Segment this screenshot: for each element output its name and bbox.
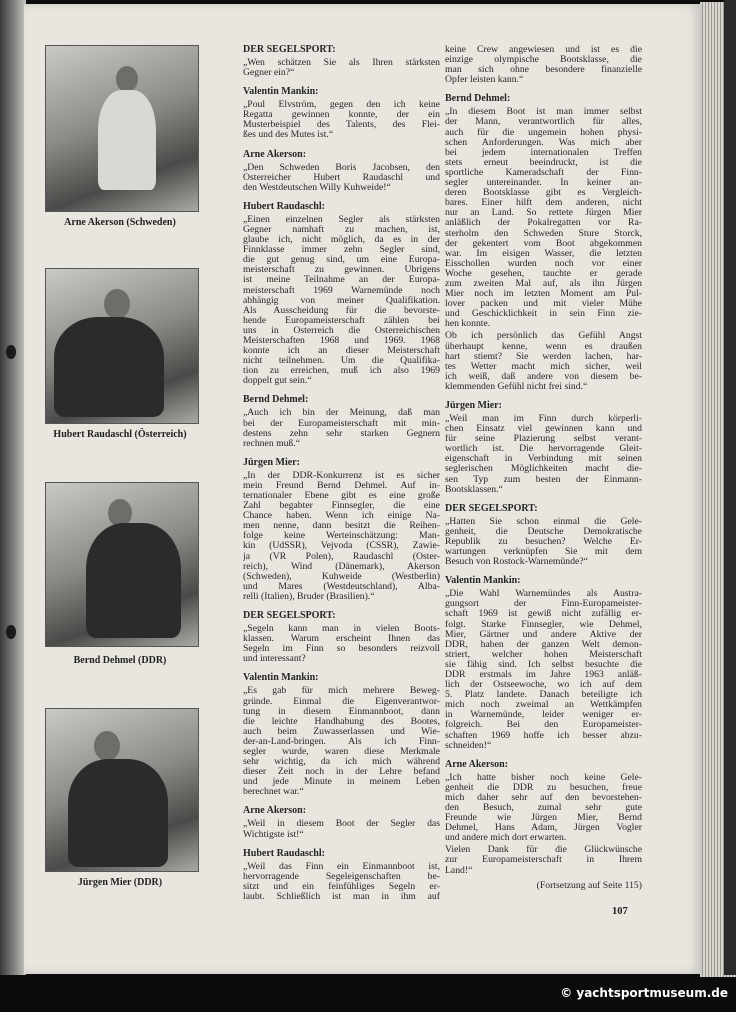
text-line: Ob ich persönlich das Gefühl Angst (445, 331, 642, 342)
text-line: (Fortsetzung auf Seite 115) (536, 880, 642, 891)
paragraph (243, 215, 440, 387)
text-line: genheit die DDR zu besuchen, freue (445, 782, 642, 793)
text-line: die leichte Handhabung des Bootes, (243, 716, 440, 727)
text-line: überhaupt kenne, wenn es draußen (445, 341, 642, 352)
text-line: laubt. Schließlich ist man in ihm auf (243, 891, 440, 902)
text-line: schneiden!“ (445, 740, 492, 751)
photo-bernd-dehmel (45, 482, 199, 647)
speaker-heading (445, 503, 642, 515)
text-line: folge keine Werteinschätzung: Man- (243, 531, 440, 542)
speaker-heading (243, 610, 440, 622)
text-line: DER SEGELSPORT: (243, 44, 336, 55)
text-line: dieser Zeit noch in der Lehre befand (243, 767, 440, 778)
text-line: Bootsklassen.“ (445, 484, 503, 495)
text-line: DER SEGELSPORT: (243, 610, 336, 622)
text-line: Republik zu besuchen? Welche Er- (445, 536, 642, 547)
paragraph (243, 686, 440, 797)
text-line: gungsort der Finn-Europameister- (445, 599, 642, 610)
binding-hole (6, 625, 16, 639)
text-line: Land!“ (445, 865, 473, 876)
text-line: Valentin Mankin: (243, 86, 319, 98)
text-line: wartungen verknüpfen Sie mit dem (445, 547, 642, 558)
text-line: segler wurde, waren diese Merkmale (243, 746, 440, 757)
text-line: deren Bootsklasse gibt es Vergleich- (445, 188, 642, 199)
text-line: schaften 1969 hoffe ich besser abzu- (445, 730, 642, 741)
text-line: „Einen einzelnen Segler als stärksten (243, 214, 440, 225)
text-line: Zahl begabter Finnsegler, die eine (243, 501, 440, 512)
text-line: Arne Akerson: (445, 758, 509, 770)
paragraph (243, 100, 440, 140)
book-cover-edge (724, 0, 736, 975)
text-line: ternationaler Ebene gibt es eine große (243, 491, 440, 501)
text-line: für seine Plazierung selbst verant- (445, 434, 642, 445)
speaker-heading (243, 672, 440, 684)
text-line: DDR erstmals im Jahre 1963 anläß- (445, 669, 642, 680)
text-line: striert, welcher hohen Meisterschaft (445, 649, 642, 660)
text-line: seglerischen Möglichkeiten macht die- (445, 464, 642, 475)
speaker-heading (445, 759, 642, 771)
text-line: lich der Ostseewoche, wo ich auf dem (445, 680, 642, 691)
text-line: meisterschaft zu gewinnen. Übrigens (243, 265, 440, 276)
text-line: in Warnemünde, leider weniger er- (445, 710, 642, 721)
watermark: © yachtsportmuseum.de (560, 986, 728, 1000)
speaker-heading (445, 400, 642, 412)
text-line: tes Wetter macht mich sicher, weil (445, 361, 642, 372)
text-line: (Schweden), Kuhweide (Westberlin) (243, 571, 440, 582)
text-line: und andere mich dort erwarten. (445, 833, 567, 844)
text-line: men nenne, dann besitzt die Reihen- (243, 521, 440, 532)
text-line: doppelt gut sein.“ (243, 376, 312, 387)
paragraph (243, 471, 440, 602)
text-line: folgreich. Bei den Europameister- (445, 720, 642, 731)
text-column-right (445, 44, 642, 891)
text-line: reich), Wind (Dänemark), Akerson (243, 561, 440, 572)
speaker-heading (243, 201, 440, 213)
text-line: kin (UdSSR), Vejvoda (ČSSR), Zawie- (243, 541, 440, 552)
text-line: Mier noch im letzten Moment am Pul- (445, 289, 642, 300)
text-line: Finnklasse immer zehn Segler sind, (243, 245, 440, 256)
text-line: Österreicher Hubert Raudaschl und (243, 172, 440, 183)
text-line: ich weiß, daß andere von diesem be- (445, 371, 642, 382)
text-line: Arne Akerson: (243, 148, 307, 160)
text-line: uns in Österreich die Österreichischen (243, 325, 440, 336)
speaker-heading (243, 805, 440, 817)
text-line: „Weil man im Finn durch körperli- (445, 414, 642, 424)
text-line: Opfer leisten kann.“ (445, 75, 524, 86)
text-line: zur Europameisterschaft in Ihrem (445, 855, 642, 866)
text-line: Woche gesehen, tauchte er gerade (445, 268, 642, 279)
photo-caption: Jürgen Mier (DDR) (77, 877, 163, 888)
paragraph (243, 819, 440, 839)
text-line: und jede Minute in meinem Leben (243, 777, 440, 788)
text-line: mein Freund Bernd Dehmel. Auf in- (243, 480, 440, 491)
text-line: ßes und des Mutes ist.“ (243, 130, 334, 141)
text-line: bei jedem internationalen Treffen (445, 147, 642, 158)
photo-caption: Bernd Dehmel (DDR) (73, 655, 167, 666)
text-line: „Weil das Finn ein Einmannboot ist, (243, 861, 440, 872)
text-line: der gekentert vom Boot abgekommen (445, 238, 642, 249)
paragraph (445, 331, 642, 392)
photo-juergen-mier (45, 708, 199, 872)
text-line: den Besuch, zumal sehr gute (445, 803, 642, 813)
text-line: hen konnte. (445, 319, 491, 330)
text-line: schaft 1969 ist gewiß nicht zufällig er- (445, 609, 642, 620)
text-line: Jürgen Mier: (445, 400, 502, 411)
photo-hubert-raudaschl (45, 268, 199, 424)
text-line: hervorragende Segeleigenschaften be- (243, 871, 440, 882)
speaker-heading (243, 44, 440, 56)
paragraph (445, 107, 642, 329)
text-line: Bernd Dehmel: (445, 93, 511, 105)
text-line: „Hatten Sie schon einmal die Gele- (445, 516, 642, 527)
text-line: den Westdeutschen Willy Kuhweide!“ (243, 182, 391, 193)
page-number: 107 (612, 906, 628, 917)
photo-caption: Arne Akerson (Schweden) (64, 217, 176, 228)
text-line: nur an Land. So rettete Jürgen Mier (445, 208, 642, 219)
photo-arne-akerson (45, 45, 199, 212)
text-line: „Die Wahl Warnemündes als Austra- (445, 589, 642, 600)
paragraph (445, 517, 642, 567)
text-line: berechnet war.“ (243, 787, 304, 798)
text-line: Hubert Raudaschl: (243, 847, 325, 859)
text-line: relli (Italien), Bruder (Brasilien).“ (243, 591, 375, 602)
text-line: DER SEGELSPORT: (445, 502, 538, 514)
text-line: glaube ich, nicht möglich, da es in der (243, 235, 440, 246)
text-line: nicht teilnehmen. Um die Qualifika- (243, 356, 440, 367)
text-line: einzige olympische Bootsklasse, die (445, 55, 642, 66)
text-line: konnte ich an dieser Meisterschaft (243, 346, 440, 357)
speaker-heading (243, 149, 440, 161)
text-line: sitzt und ein feinfühliges Segeln er- (243, 881, 440, 892)
text-line: war. Im eisigen Wasser, die letzten (445, 248, 642, 259)
text-line: Mier, Gärtner und andere Aktive der (445, 629, 642, 640)
text-line: und Mares (Westdeutschland), Alba- (243, 581, 440, 592)
text-line: „Segeln kann man in vielen Boots- (243, 624, 440, 635)
text-line: Hubert Raudaschl: (243, 200, 325, 212)
photo-caption: Hubert Raudaschl (Österreich) (53, 429, 187, 440)
text-line: „In der DDR-Konkurrenz ist es sicher (243, 470, 440, 481)
text-line: sehr wichtig, da ich mich während (243, 757, 440, 768)
text-line: bei der Europameisterschaft mit min- (243, 418, 440, 429)
text-line: „Poul Elvström, gegen den ich keine (243, 100, 440, 111)
text-line: folgt. Starke Finnsegler, wie Dehmel, (445, 619, 642, 630)
text-line: Valentin Mankin: (445, 575, 521, 587)
text-line: „Weil in diesem Boot der Segler das (243, 819, 440, 830)
text-line: Dehmel, Hans Adam, Jürgen Vogler (445, 823, 642, 834)
text-line: bares. Einer hilft dem anderen, nicht (445, 198, 642, 209)
text-line: gründe. Einmal die Eigenverantwor- (243, 696, 440, 707)
text-line: sportliche Kameradschaft der Finn- (445, 167, 642, 178)
text-line: „In diesem Boot ist man immer selbst (445, 107, 642, 118)
speaker-heading (445, 575, 642, 587)
text-line: und interessant? (243, 654, 306, 665)
text-line: der Mann, verantwortlich für alles, (445, 117, 642, 128)
book-binding (0, 0, 26, 975)
binding-hole (6, 345, 16, 359)
text-line: sen Typ zum besten der Einmann- (445, 474, 642, 485)
text-line: man sich ohne besondere finanzielle (445, 65, 642, 76)
text-line: Bernd Dehmel: (243, 394, 309, 406)
paragraph (445, 589, 642, 751)
text-line: „Es gab für mich mehrere Beweg- (243, 686, 440, 697)
speaker-heading (243, 457, 440, 469)
text-line: DDR, haben der ganzen Welt demon- (445, 639, 642, 650)
text-column-left (243, 44, 440, 902)
text-line: Wichtigste ist!“ (243, 829, 304, 840)
text-line: keine Crew angewiesen und ist es die (445, 45, 642, 55)
text-line: 5. Platz landete. Danach beteiligte ich (445, 690, 642, 701)
paragraph (445, 773, 642, 844)
text-line: lover packen und mit vieler Mühe (445, 299, 642, 310)
text-line: anläßlich der Pokalregatten vor Ra- (445, 218, 642, 229)
speaker-heading (243, 848, 440, 860)
text-line: Chance haben. Wenn ich einige Na- (243, 511, 440, 522)
text-line: Segeln im Finn so besonders reizvoll (243, 644, 440, 655)
text-line: chen Einsatz viel gewinnen kann und (445, 424, 642, 435)
text-line: Musterbeispiel des Talents, des Flei- (243, 120, 440, 131)
text-line: Regatta gewinnen konnte, der ein (243, 110, 440, 121)
text-line: eigenschaft in Verbindung mit seinen (445, 454, 642, 465)
speaker-heading (243, 394, 440, 406)
text-line: die gut genug sind, um eine Europa- (243, 255, 440, 266)
paragraph (445, 45, 642, 85)
text-line: zum zweiten Mal auf, als ihn Jürgen (445, 278, 642, 289)
text-line: Jürgen Mier: (243, 456, 300, 468)
paragraph (243, 58, 440, 78)
text-line: der-an-Land-bringen. Als ich Finn- (243, 736, 440, 747)
text-line: auch beim Zuwasserlassen und Wie- (243, 726, 440, 737)
text-line: „Ich hatte bisher noch keine Gele- (445, 772, 642, 783)
paragraph (445, 414, 642, 495)
text-line: genheit, die Deutsche Demokratische (445, 526, 642, 537)
text-line: Arne Akerson: (243, 805, 307, 817)
speaker-heading (243, 86, 440, 98)
paragraph (243, 624, 440, 664)
text-line: Gegner ein?“ (243, 68, 295, 79)
paragraph (243, 408, 440, 448)
continuation-note (445, 881, 642, 891)
text-line: ja (VR Polen), Raudaschl (Öster- (243, 551, 440, 562)
text-line: hende Europameisterschaft zählen bei (243, 315, 440, 326)
text-line: Freunde wie Jürgen Mier, Bernd (445, 813, 642, 824)
text-line: segler untereinander. In keiner an- (445, 178, 642, 189)
text-line: mich noch zweimal an Wettkämpfen (445, 700, 642, 711)
text-line: klemmenden Gefühl nicht frei sind.“ (445, 381, 588, 392)
text-line: wortlich ist. Die hervorragende Gleit- (445, 444, 642, 455)
text-line: rechnen muß.“ (243, 438, 301, 449)
text-line: und Geschicklichkeit in sein Finn zie- (445, 309, 642, 320)
text-line: sie fähig sind. Ich selbst besuchte die (445, 659, 642, 670)
paragraph (243, 862, 440, 902)
text-line: abhängig von meiner Qualifikation. (243, 295, 440, 306)
text-line: Vielen Dank für die Glückwünsche (445, 845, 642, 856)
text-line: Valentin Mankin: (243, 672, 319, 684)
text-line: tung in diesem Einmannboot, dann (243, 706, 440, 717)
text-line: meisterschaft 1969 Warnemünde noch (243, 285, 440, 296)
text-line: Besuch von Rostock-Warnemünde?“ (445, 557, 588, 568)
text-line: destens zehn sehr starken Gegnern (243, 428, 440, 439)
text-line: Als Ausscheidung für die bevorste- (243, 305, 440, 316)
text-line: klassen. Warum erscheint Ihnen das (243, 634, 440, 645)
text-line: stets erneut beeindruckt, ist die (445, 157, 642, 168)
text-line: auch für die ungemein hohen physi- (445, 127, 642, 138)
text-line: „Wen schätzen Sie als Ihren stärksten (243, 58, 440, 68)
text-line: sterholm den Schweden Sture Storck, (445, 228, 642, 239)
text-line: schen Anforderungen. Was mich aber (445, 137, 642, 148)
text-line: „Den Schweden Boris Jacobsen, den (243, 162, 440, 173)
text-line: tion zu erreichen, muß ich also 1969 (243, 366, 440, 377)
paragraph (243, 163, 440, 193)
text-line: Meisterschaften 1968 und 1969. 1968 (243, 335, 440, 346)
text-line: mich daher sehr auf den bevorstehen- (445, 792, 642, 803)
text-line: „Auch ich bin der Meinung, daß man (243, 408, 440, 419)
speaker-heading (445, 93, 642, 105)
text-line: ist meine Teilnahme an der Europa- (243, 275, 440, 286)
text-line: Gegner namhaft zu machen, ist, (243, 224, 440, 235)
paragraph (445, 845, 642, 875)
text-line: hart stiemt? Sie werden lachen, har- (445, 351, 642, 362)
text-line: Eisschollen wurden noch vor einer (445, 258, 642, 269)
